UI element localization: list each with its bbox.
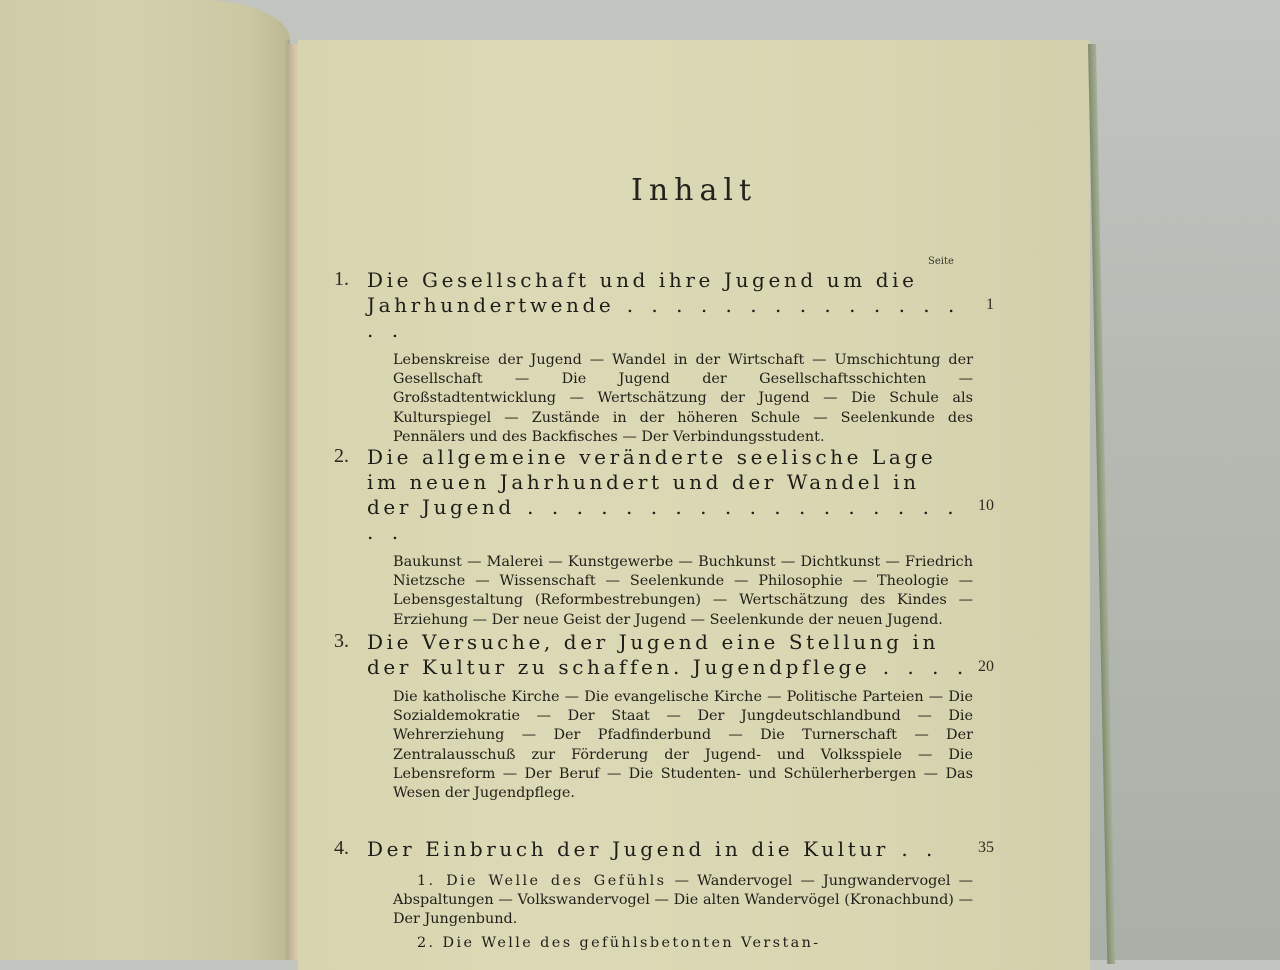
entry-subitem — [393, 872, 973, 930]
toc-entry-3 — [334, 630, 994, 803]
entry-summary: Die katholische Kirche — Die evangelische Kirche — Politische Parteien — Die Sozialdemokratie — Der Staat — Der Jungdeutschlandbund — Die Wehrerziehung — Der Pfadfinderbund — Die Turnerschaft — Der Zentralausschuß zur Förderung der Jugend- und Volksspiele — Die Lebensreform — Der Beruf — Die Studenten- und Schülerherbergen — Das Wesen der Jugendpflege. — [393, 689, 973, 802]
entry-number: 4. — [334, 837, 349, 859]
heading-line: Die allgemeine veränderte seelische Lage — [367, 445, 937, 469]
entry-heading — [367, 268, 974, 343]
dot-leader: . . . . — [870, 655, 970, 679]
toc-entry-1 — [334, 268, 994, 447]
heading-line: Die Versuche, der Jugend eine Stellung in — [367, 630, 940, 654]
entry-page-number: 10 — [978, 497, 994, 514]
subitem-lead: 2. Die Welle des gefühlsbetonten Verstan- — [417, 934, 821, 951]
heading-line: Die Gesellschaft und ihre Jugend um die — [367, 268, 918, 292]
toc-entry-2 — [334, 445, 994, 630]
subitem-lead: 1. Die Welle des Gefühls — [417, 873, 667, 889]
heading-line: der Kultur zu schaffen. Jugendpflege — [367, 655, 871, 679]
dot-leader: . . — [888, 837, 939, 861]
entry-heading — [367, 630, 974, 680]
dot-leader: . . . . . . . . . . . . . . . . . . . . — [367, 495, 960, 544]
heading-line: der Jugend — [367, 495, 515, 519]
entry-page-number: 35 — [978, 839, 994, 856]
entry-summary: Baukunst — Malerei — Kunstgewerbe — Buchkunst — Dichtkunst — Friedrich Nietzsche — Wissenschaft — Seelenkunde — Philosophie — Theologie — Lebensgestaltung (Reformbestrebungen) — Wertschätzung des Kindes — Erziehung — Der neue Geist der Jugend — Seelenkunde der neuen Jugend. — [393, 554, 973, 628]
book-cover-edge — [1088, 44, 1115, 964]
left-book-page — [0, 0, 290, 960]
table-of-contents-page — [298, 40, 1090, 970]
entry-number: 3. — [334, 630, 349, 652]
toc-entry-4 — [334, 837, 994, 953]
entry-heading — [367, 837, 974, 862]
entry-subitem — [393, 934, 973, 953]
table-of-contents — [298, 40, 1090, 970]
dot-leader: . . . . . . . . . . . . . . . . — [367, 293, 961, 342]
page-title: Inhalt — [630, 173, 758, 208]
entry-heading — [367, 445, 974, 545]
entry-page-number: 1 — [986, 296, 994, 313]
entry-page-number: 20 — [978, 658, 994, 675]
heading-line: im neuen Jahrhundert und der Wandel in — [367, 470, 920, 494]
heading-line: Jahrhundertwende — [367, 293, 615, 317]
entry-number: 2. — [334, 445, 349, 467]
heading-line: Der Einbruch der Jugend in die Kultur — [367, 837, 889, 861]
entry-number: 1. — [334, 268, 349, 290]
subitem-text: — Wandervogel — Jungwandervogel — Abspaltungen — Volkswandervogel — Die alten Wandervögel (Kronachbund) — Der Jungenbund. — [393, 873, 973, 928]
entry-summary: Lebenskreise der Jugend — Wandel in der Wirtschaft — Umschichtung der Gesellschaft — Die Jugend der Gesellschaftsschichten — Großstadtentwicklung — Wertschätzung der Jugend — Die Schule als Kulturspiegel — Zustände in der höheren Schule — Seelenkunde des Pennälers und des Backfisches — Der Verbindungsstudent. — [393, 352, 973, 445]
page-column-label: Seite — [928, 256, 954, 267]
